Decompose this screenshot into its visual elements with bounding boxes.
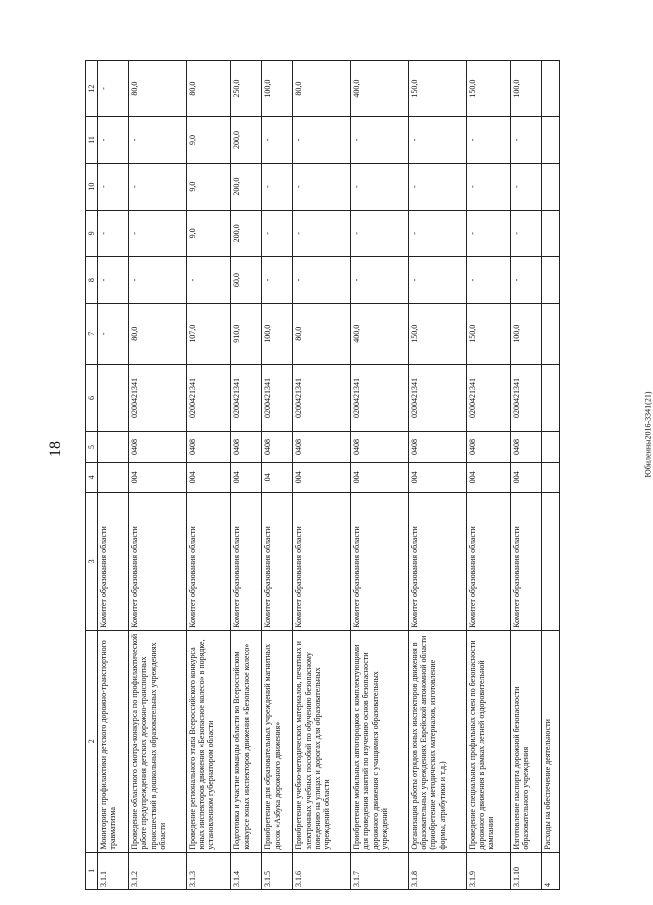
table-cell: 3.1.6 — [293, 852, 351, 889]
table-cell — [542, 257, 560, 304]
table-cell: 200,0 — [231, 163, 262, 210]
table-cell: 0408 — [466, 432, 510, 462]
table-cell: 200,0 — [231, 210, 262, 257]
table-cell: 0200421341 — [231, 364, 262, 432]
table-row — [186, 61, 230, 890]
table-cell: Комитет образования области — [129, 493, 187, 631]
table-cell: Приобретение мобильных автогородков с комплектующими для проведения занятий по изучению основ безопасности дорожного движения с учащимися образовательных учреждений — [351, 630, 409, 852]
table-cell: 107,0 — [186, 303, 230, 364]
table-cell — [542, 163, 560, 210]
table-cell: - — [466, 257, 510, 304]
table-row — [98, 61, 129, 890]
column-header: 2 — [86, 630, 98, 852]
table-cell: 80,0 — [129, 61, 187, 117]
table-cell: 60,0 — [231, 257, 262, 304]
table-cell: - — [129, 163, 187, 210]
table-cell: 004 — [511, 462, 542, 492]
table-cell: Проведение специальных профильных смен по безопасности дорожного движения в рамках летней оздоровительной кампании — [466, 630, 510, 852]
table-row — [231, 61, 262, 890]
column-header: 7 — [86, 303, 98, 364]
table-cell: 100,0 — [511, 61, 542, 117]
table-cell: 150,0 — [408, 303, 466, 364]
table-cell: 3.1.1 — [98, 852, 129, 889]
table-cell: - — [98, 117, 129, 164]
table-cell: 3.1.3 — [186, 852, 230, 889]
table-cell: - — [351, 163, 409, 210]
table-cell: Проведение областного смотра-конкурса по профилактической работе предупреждения детских дорожно-транспортных происшествий в дошкольных образовательных учреждениях области — [129, 630, 187, 852]
table-cell: 4 — [542, 852, 560, 889]
table-cell: Подготовка и участие команды области во Всероссийском конкурсе юных инспекторов движения «Безопасное колесо» — [231, 630, 262, 852]
table-cell — [542, 432, 560, 462]
table-cell: 004 — [186, 462, 230, 492]
table-cell: 910,0 — [231, 303, 262, 364]
table-cell — [542, 61, 560, 117]
table-cell: 0200421341 — [129, 364, 187, 432]
table-cell: 0408 — [408, 432, 466, 462]
table-cell: - — [408, 163, 466, 210]
table-cell: 3.1.8 — [408, 852, 466, 889]
table-cell: - — [262, 210, 293, 257]
table-cell: 004 — [231, 462, 262, 492]
table-cell: Комитет образования области — [98, 493, 129, 631]
table-cell: 0200421341 — [466, 364, 510, 432]
table-cell: 0408 — [293, 432, 351, 462]
table-cell: 004 — [129, 462, 187, 492]
table-cell: Комитет образования области — [511, 493, 542, 631]
table-row — [511, 61, 542, 890]
table-cell: 0408 — [351, 432, 409, 462]
table-row — [129, 61, 187, 890]
table-cell: - — [262, 117, 293, 164]
table-row — [408, 61, 466, 890]
table-cell: 100,0 — [262, 303, 293, 364]
table-cell: 3.1.9 — [466, 852, 510, 889]
table-cell: - — [129, 210, 187, 257]
table-cell: Организация работы отрядов юных инспекторов движения в образовательных учреждениях Еврейской автономной области (приобретение методических материалов, изготовление формы, атрибутики и т.д.) — [408, 630, 466, 852]
table-cell: 3.1.2 — [129, 852, 187, 889]
table-cell: - — [466, 163, 510, 210]
column-header: 12 — [86, 61, 98, 117]
table-cell: 100,0 — [262, 61, 293, 117]
table-row — [542, 61, 560, 890]
table-cell: - — [262, 257, 293, 304]
table-cell: 3.1.5 — [262, 852, 293, 889]
table-cell: 9,0 — [186, 210, 230, 257]
table-cell: Изготовление паспорта дорожной безопасности образовательного учреждения — [511, 630, 542, 852]
table-cell: - — [351, 257, 409, 304]
table-cell: Комитет образования области — [408, 493, 466, 631]
table-cell: 004 — [466, 462, 510, 492]
table-cell — [542, 303, 560, 364]
table-cell: - — [293, 163, 351, 210]
table-cell: 250,0 — [231, 61, 262, 117]
table-cell: 80,0 — [186, 61, 230, 117]
column-header: 11 — [86, 117, 98, 164]
table-cell: - — [98, 163, 129, 210]
table-row — [466, 61, 510, 890]
page-number: 18 — [47, 441, 64, 457]
budget-table — [85, 60, 560, 890]
table-header-row — [86, 61, 98, 890]
table-cell: 200,0 — [231, 117, 262, 164]
table-cell: 400,0 — [351, 303, 409, 364]
column-header: 5 — [86, 432, 98, 462]
table-cell: 04 — [262, 462, 293, 492]
table-cell: 80,0 — [129, 303, 187, 364]
table-cell: - — [511, 257, 542, 304]
table-cell — [542, 364, 560, 432]
table-cell: Приобретение для образовательных учреждений магнитных досок «Азбука дорожного движения» — [262, 630, 293, 852]
table-cell: - — [129, 257, 187, 304]
table-cell — [98, 462, 129, 492]
table-cell: Комитет образования области — [466, 493, 510, 631]
table-cell — [542, 493, 560, 631]
table-cell: - — [466, 117, 510, 164]
table-cell: 0200421341 — [351, 364, 409, 432]
table-row — [262, 61, 293, 890]
table-cell: 0200421341 — [262, 364, 293, 432]
table-cell — [542, 210, 560, 257]
table-cell: 100,0 — [511, 303, 542, 364]
table-cell: - — [351, 117, 409, 164]
table-cell: - — [511, 163, 542, 210]
table-cell: - — [262, 163, 293, 210]
column-header: 9 — [86, 210, 98, 257]
table-cell: 0200421341 — [293, 364, 351, 432]
table-cell: 3.1.4 — [231, 852, 262, 889]
rotated-table-container — [85, 60, 560, 890]
table-cell — [98, 432, 129, 462]
table-cell: - — [293, 257, 351, 304]
table-cell: - — [98, 210, 129, 257]
table-row — [351, 61, 409, 890]
column-header: 8 — [86, 257, 98, 304]
table-cell: - — [511, 117, 542, 164]
column-header: 10 — [86, 163, 98, 210]
table-cell: Расходы на обеспечение деятельности — [542, 630, 560, 852]
table-cell: - — [408, 257, 466, 304]
table-row — [293, 61, 351, 890]
table-cell: 3.1.10 — [511, 852, 542, 889]
table-cell: 0200421341 — [511, 364, 542, 432]
table-cell: - — [408, 210, 466, 257]
table-cell: - — [511, 210, 542, 257]
table-cell: - — [98, 61, 129, 117]
table-cell: - — [129, 117, 187, 164]
table-cell: - — [186, 257, 230, 304]
table-cell: 80,0 — [293, 61, 351, 117]
table-cell: Комитет образования области — [293, 493, 351, 631]
column-header: 6 — [86, 364, 98, 432]
table-cell: Комитет образования области — [262, 493, 293, 631]
table-cell: 150,0 — [466, 303, 510, 364]
table-cell: 9,0 — [186, 117, 230, 164]
table-cell: 0408 — [262, 432, 293, 462]
table-cell: - — [351, 210, 409, 257]
document-code: Юбилеины2016-3341(21) — [643, 391, 653, 478]
column-header: 1 — [86, 852, 98, 889]
table-cell: - — [98, 303, 129, 364]
table-cell: 150,0 — [466, 61, 510, 117]
table-cell: 400,0 — [351, 61, 409, 117]
table-cell: - — [466, 210, 510, 257]
table-cell: Комитет образования области — [186, 493, 230, 631]
table-cell: Проведение регионального этапа Всероссийского конкурса юных инспекторов движения «Безопасное колесо» в порядке, установленном губернатором области — [186, 630, 230, 852]
table-cell: 004 — [408, 462, 466, 492]
table-cell: 0408 — [511, 432, 542, 462]
table-cell: Комитет образования области — [351, 493, 409, 631]
column-header: 4 — [86, 462, 98, 492]
table-cell: 004 — [351, 462, 409, 492]
table-cell: 9,0 — [186, 163, 230, 210]
table-cell: Мониторинг профилактики детского дорожно-транспортного травматизма — [98, 630, 129, 852]
column-header: 3 — [86, 493, 98, 631]
table-cell: 0408 — [231, 432, 262, 462]
table-cell — [542, 462, 560, 492]
table-cell: Комитет образования области — [231, 493, 262, 631]
table-cell: 0200421341 — [186, 364, 230, 432]
table-cell: 0408 — [129, 432, 187, 462]
table-cell: - — [293, 117, 351, 164]
table-cell: 80,0 — [293, 303, 351, 364]
table-cell: - — [293, 210, 351, 257]
table-cell: 004 — [293, 462, 351, 492]
table-cell: 0408 — [186, 432, 230, 462]
table-cell — [98, 364, 129, 432]
table-cell: 3.1.7 — [351, 852, 409, 889]
table-cell: 0200421341 — [408, 364, 466, 432]
table-cell: 150,0 — [408, 61, 466, 117]
table-cell — [542, 117, 560, 164]
table-cell: - — [408, 117, 466, 164]
table-cell: Приобретение учебно-методических материалов, печатных и электронных учебных пособий по обучению безопасному поведению на улицах и дорогах для образовательных учреждений области — [293, 630, 351, 852]
table-cell: - — [98, 257, 129, 304]
